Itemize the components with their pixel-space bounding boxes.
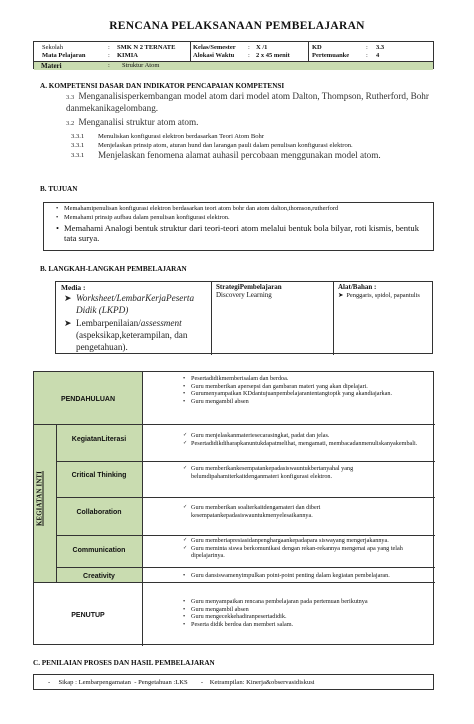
critical-thinking-label: Critical Thinking [71, 472, 127, 479]
communication-items [180, 537, 430, 560]
section-c-heading: C. PENILAIAN PROSES DAN HASIL PEMBELAJARAN [33, 659, 215, 667]
indicator-text-3: Menjelaskan fenomena alamat auhasil percobaan menggunakan model atom. [98, 150, 381, 160]
list-item: • Peserta didik berdoa dan memberi salam. [180, 621, 430, 629]
media-item-2-detail: (aspeksikap,keterampilan, dan pengetahuan). [76, 330, 188, 352]
kd-item-1 [66, 90, 446, 114]
list-item: ✓ Guru memberikankesempatankepadasiswauntukbertanyahal yang belumdipahamiterkaitdenganmateri konfigurasi elektron. [180, 465, 430, 480]
section-b-heading: B. TUJUAN [40, 185, 78, 193]
kegiatan-inti-text: KEGIATAN INTI [36, 470, 44, 527]
alokasi-value: 2 x 45 menit [256, 52, 290, 59]
alat-item: ➤ Penggaris, spidol, papantulis [338, 292, 420, 299]
tujuan-item: • Memahamipenulisan konfigurasi elektron berdasarkan teori atom bohr dan atom dalton,thomson,rutherford [64, 205, 429, 213]
list-item: • Pesertadidikmemberisalam dan berdoa. [180, 375, 430, 383]
literasi-label: KegiatanLiterasi [71, 436, 127, 443]
collaboration-label: Collaboration [76, 509, 122, 516]
sekolah-label: Sekolah [42, 44, 63, 51]
colon: : [248, 44, 250, 51]
list-item: • Guru mengecekkehadiranpesertadidik. [180, 613, 430, 621]
penilaian-text: - Sikap : Lembarpengamatan - Pengetahuan :LKS - Ketrampilan: Kinerja&observasidiskusi [48, 679, 315, 686]
list-item: • Gurumenyampaikan KDdantujuanpembelajarantentangtopik yang akandiajarkan. [180, 390, 430, 398]
kd-item-2 [66, 116, 446, 128]
colon: : [248, 52, 250, 59]
indicator-num-1: 3.3.1 [71, 133, 85, 140]
kd-text: Menganalisisperkembangan model atom dari model atom Dalton, Thompson, Rutherford, Bohr danmekanikagelombang. [66, 91, 429, 114]
pendahuluan-label: PENDAHULUAN [60, 396, 116, 403]
list-item: • Guru dansiswamenyimpulkan point-point penting dalam kegiatan pembelajaran. [180, 572, 430, 580]
list-item: ✓ Guru memberikan soalterkaitdengamateri dan diberi kesempatankepadasiswauntukmenyelesaikannya. [180, 504, 430, 519]
indicator-num-2: 3.3.1 [71, 142, 85, 149]
indicator-text-1: Menuliskan konfigurasi elektron berdasarkan Teori Atom Bohr [98, 133, 265, 140]
critical-items [180, 465, 430, 480]
penilaian-box [33, 674, 434, 690]
mapel-label: Mata Pelajaran [42, 52, 86, 59]
strategi-value: Discovery Learning [216, 291, 272, 299]
alat-label: Alat/Bahan : [338, 283, 377, 291]
kegiatan-inti-vertical-label [35, 440, 45, 560]
list-item: ✓ Guru memberiapresiasidanpenghargaankepadapara siswayang mengerjakannya. [180, 537, 430, 545]
media-table [55, 281, 433, 354]
pendahuluan-items [180, 375, 430, 405]
kd-number: 3.3 [66, 94, 75, 101]
colon: : [366, 44, 368, 51]
list-item: • Guru mengambil absen [180, 606, 430, 614]
media-item-2-italic: assessment [140, 318, 182, 328]
pertemuan-label: Pertemuanke [312, 52, 350, 59]
literasi-items [180, 432, 430, 447]
list-item: ✓ Pesertadidikdiharapkanuntukdapatmelihat, mengamati, membacadanmenuliskanyakembali. [180, 440, 430, 448]
penutup-items [180, 598, 430, 628]
kelas-label: Kelas/Semester [193, 44, 236, 51]
alokasi-label: Alokasi Waktu [193, 52, 235, 59]
kd-label: KD [312, 44, 322, 51]
langkah-heading: B. LANGKAH-LANGKAH PEMBELAJARAN [40, 265, 187, 273]
mapel-value: KIMIA [117, 52, 138, 59]
media-item-2-text: Lembarpenilaian/ [76, 318, 141, 328]
sekolah-value: SMK N 2 TERNATE [117, 44, 176, 51]
collaboration-items [180, 504, 430, 519]
media-item-1: ➤ Worksheet/LembarKerjaPeserta Didik (LKPD) [64, 292, 204, 316]
media-label: Media : [61, 283, 86, 292]
creativity-items [180, 572, 430, 580]
list-item: • Guru menyampaikan rencana pembelajaran pada pertemuan berikutnya [180, 598, 430, 606]
colon: : [108, 44, 110, 51]
alat-item-text: Penggaris, spidol, papantulis [346, 292, 420, 299]
kd-text: Menganalisi struktur atom atom. [78, 117, 199, 127]
materi-row [34, 61, 433, 70]
pertemuan-value: 4 [376, 52, 380, 59]
colon: : [108, 52, 110, 59]
tujuan-item: • Memahami prinsip aufbau dalam penulisan konfigurasi elektron. [64, 214, 429, 222]
kd-number: 3.2 [66, 120, 75, 127]
document-title: RENCANA PELAKSANAAN PEMBELAJARAN [109, 20, 365, 32]
media-item-1-text: Worksheet/LembarKerjaPeserta Didik (LKPD) [76, 293, 195, 315]
tujuan-item: • Memahami Analogi bentuk struktur dari teori-teori atom melalui bentuk bola bilyar, roti kismis, bentuk tata surya. [64, 223, 429, 244]
indicator-text-2: Menjelaskan prinsip atom, aturan hund dan larangan pauli dalam penulisan konfigurasi elektron. [98, 142, 353, 149]
tujuan-box [43, 202, 434, 251]
materi-value: Struktur Atom [122, 62, 160, 69]
list-item: • Guru mengambil absen [180, 398, 430, 406]
indicator-num-3: 3.3.1 [71, 152, 85, 159]
list-item: ✓ Guru meminta siswa berkomunikasi dengan rekan-rekannya mengenai apa yang telah dipelajarinya. [180, 545, 430, 560]
strategi-label: StrategiPembelajaran [216, 283, 282, 291]
media-item-2: ➤ Lembarpenilaian/assessment (aspeksikap,keterampilan, dan pengetahuan). [64, 318, 188, 352]
colon: : [108, 62, 110, 69]
communication-label: Communication [72, 547, 126, 554]
kd-value: 3.3 [376, 44, 385, 51]
colon: : [366, 52, 368, 59]
penutup-label: PENUTUP [71, 612, 105, 619]
list-item: • Guru memberikan apersepsi dan gambaran materi yang akan dipelajari. [180, 383, 430, 391]
section-a-heading: A. KOMPETENSI DASAR DAN INDIKATOR PENCAPAIAN KOMPETENSI [40, 82, 285, 90]
materi-label: Materi [41, 62, 62, 70]
list-item: ✓ Guru menjelaskanmateriesecarasingkat, padat dan jelas. [180, 432, 430, 440]
creativity-label: Creativity [83, 573, 115, 580]
info-table [33, 41, 434, 69]
kegiatan-table [33, 371, 434, 645]
kelas-value: X /1 [256, 44, 268, 51]
